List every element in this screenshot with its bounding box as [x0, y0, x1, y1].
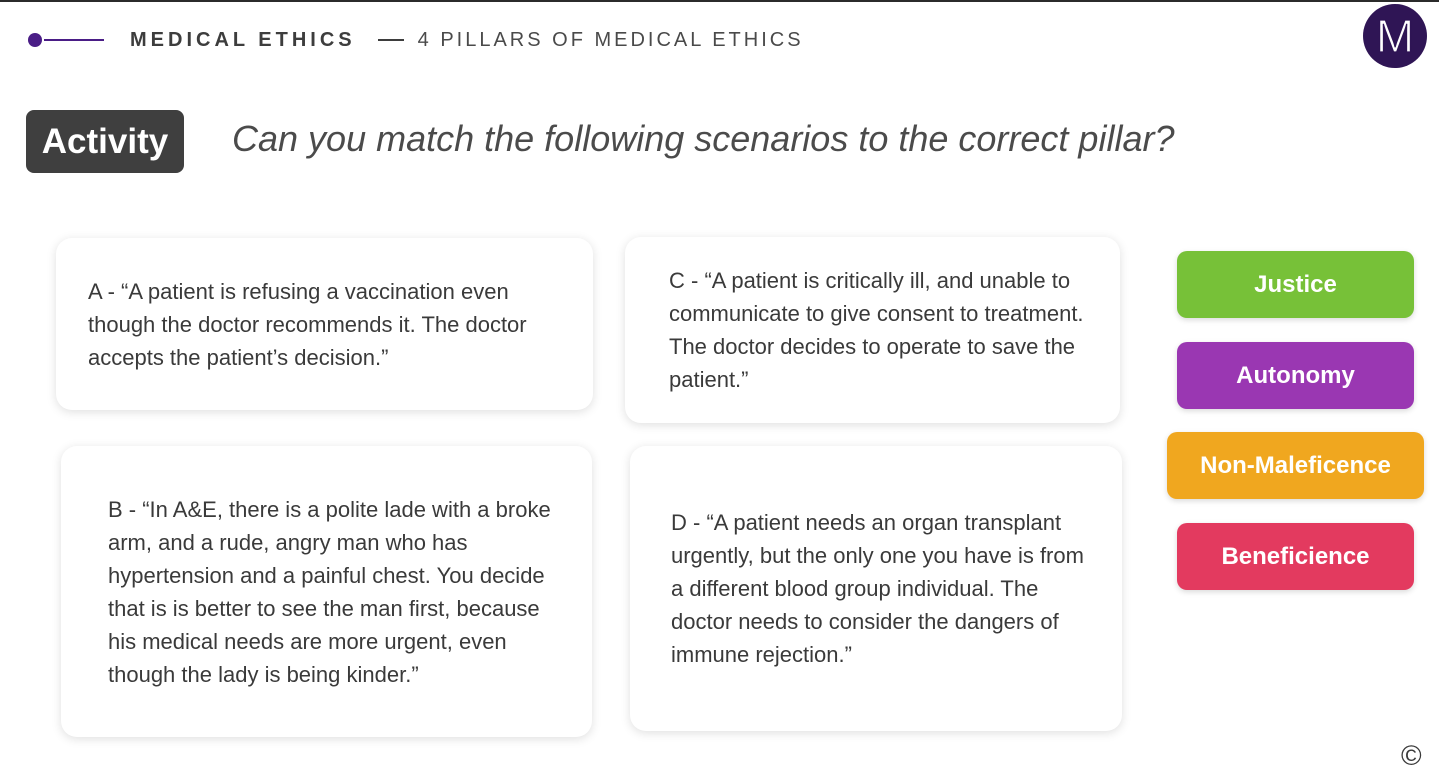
copyright-icon: © [1401, 740, 1422, 771]
header-dot [28, 33, 42, 47]
pillar-non-maleficence-button[interactable]: Non-Maleficence [1167, 432, 1424, 499]
pillar-justice-button[interactable]: Justice [1177, 251, 1414, 318]
scenario-text-c: C - “A patient is critically ill, and unable to communicate to give consent to treatment. The doctor decides to operate to save the patient.” [669, 268, 1084, 392]
header [28, 26, 804, 54]
scenario-card-d[interactable] [630, 446, 1122, 731]
logo-m-icon [1370, 11, 1420, 61]
header-title: MEDICAL ETHICS [130, 28, 356, 51]
scenario-text-d: D - “A patient needs an organ transplant urgently, but the only one you have is from a different blood group individual. The doctor needs to consider the dangers of immune rejection.” [671, 510, 1084, 667]
activity-question: Can you match the following scenarios to the correct pillar? [232, 118, 1175, 159]
svg-text:M: M [1375, 11, 1415, 61]
pillar-beneficience-button[interactable]: Beneficience [1177, 523, 1414, 590]
scenario-text-b: B - “In A&E, there is a polite lade with a broke arm, and a rude, angry man who has hypertension and a painful chest. You decide that is is better to see the man first, because his medical needs are more urgent, even though the lady is being kinder.” [108, 496, 551, 687]
logo [1363, 4, 1427, 68]
pillar-autonomy-button[interactable]: Autonomy [1177, 342, 1414, 409]
header-subtitle: 4 PILLARS OF MEDICAL ETHICS [417, 28, 804, 51]
header-dash [378, 39, 404, 41]
top-rule [0, 0, 1439, 2]
scenario-card-a[interactable] [56, 238, 593, 410]
activity-badge: Activity [26, 110, 184, 173]
scenario-card-b[interactable] [61, 446, 592, 737]
scenario-text-a: A - “A patient is refusing a vaccination even though the doctor recommends it. The doctor accepts the patient’s decision.” [88, 278, 527, 370]
header-line [44, 39, 104, 41]
scenario-card-c[interactable] [625, 237, 1120, 423]
